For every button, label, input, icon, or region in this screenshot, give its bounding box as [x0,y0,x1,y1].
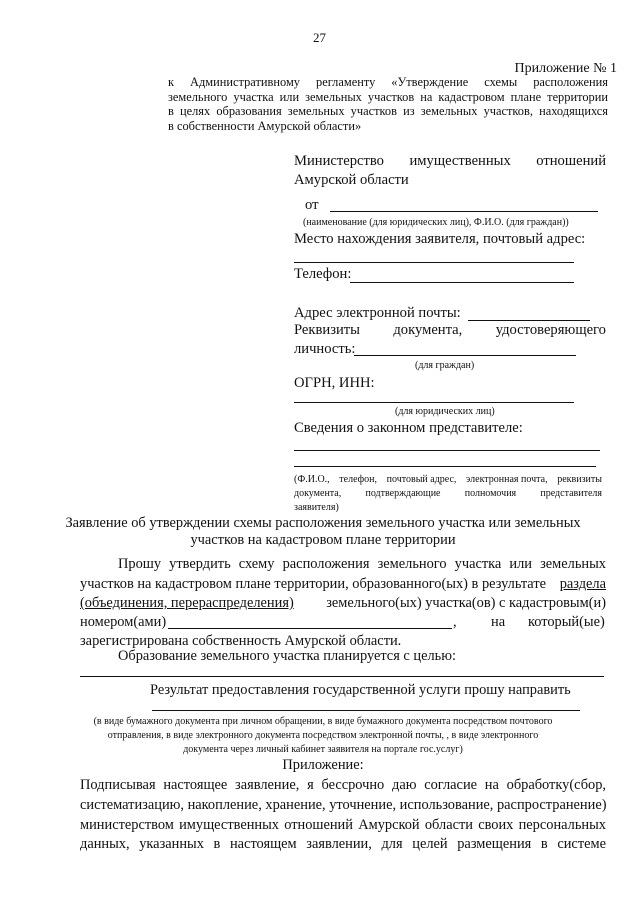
identity-label: личность: [294,341,356,357]
identity-field-line[interactable] [354,355,576,356]
ogrn-field-line[interactable] [294,402,574,403]
ogrn-label: ОГРН, ИНН: [294,375,375,391]
application-title-line-1: Заявление об утверждении схемы расположения земельного участка или земельных [65,515,581,531]
purpose-field-line[interactable] [80,676,604,677]
delivery-hint-line-3: документа через личный кабинет заявителя на портале гос.услуг) [183,744,463,755]
email-field-line[interactable] [468,320,590,321]
phone-field-line[interactable] [350,282,574,283]
addressee-line-2: Амурской области [294,172,409,188]
result-delivery-label: Результат предоставления государственной услуги прошу направить [150,682,571,698]
annex-reference [168,75,608,133]
comma: , [453,614,457,630]
page-number: 27 [313,30,326,45]
consent-line-2: систематизацию, накопление, хранение, уточнение, использование, распространение) [80,797,607,813]
consent-line-4: данных, указанных в настоящем заявлении, для целей размещения в системе [80,836,606,852]
cadastral-number-field-line[interactable] [168,628,452,629]
annex-line: к Административному регламенту «Утверждение схемы расположения [168,75,608,89]
citizens-hint: (для граждан) [415,360,475,371]
annex-line: земельного участка или земельных участков на кадастровом плане территории [168,89,608,104]
paragraph-1-line-2: участков на кадастровом плане территории, образованного(ых) в результате раздела [80,576,606,592]
consent-line-3: министерством имущественных отношений Амурской области своих персональных [80,817,606,833]
requisites-line: Реквизиты документа, удостоверяющего [294,322,606,338]
delivery-hint-line-2: отправления, в виде электронного документа посредством электронной почты, , в виде электронного [107,730,539,741]
word-kotoryi: который(ые) [528,614,605,630]
location-field-line[interactable] [294,262,574,263]
email-label: Адрес электронной почты: [294,305,461,321]
paragraph-1-line-3: (объединения, перераспределения) земельного(ых) участка(ов) с кадастровым(и) [80,595,606,611]
paragraph-1-line-1: Прошу утвердить схему расположения земельного участка или земельных [118,556,606,572]
addressee-line-1: Министерство имущественных отношений [294,153,606,169]
attachment-heading: Приложение: [282,757,364,773]
annex-line: в собственности Амурской области» [168,118,362,133]
rep-hint-line-2: документа, подтверждающие полномочия представителя [294,488,602,499]
annex-line: в целях образования земельных участков из земельных участков, находящихся [168,104,608,119]
phone-label: Телефон: [294,266,352,282]
from-hint: (наименование (для юридических лиц), Ф.И.О. (для граждан)) [303,217,569,228]
from-field-line[interactable] [330,211,598,212]
representative-field-line-1[interactable] [294,450,600,451]
word-na: на [491,614,506,630]
legal-hint: (для юридических лиц) [395,406,495,417]
consent-line-1: Подписывая настоящее заявление, я бессрочно даю согласие на обработку(сбор, [80,777,606,793]
application-title-line-2: участков на кадастровом плане территории [190,532,456,548]
result-delivery-field-line[interactable] [152,710,580,711]
delivery-hint-line-1: (в виде бумажного документа при личном обращении, в виде бумажного документа посредством почтового [93,716,553,727]
representative-field-line-2[interactable] [294,466,596,467]
purpose-label: Образование земельного участка планируется с целью: [118,648,456,664]
from-label: от [305,197,319,213]
cadastral-number-label: номером(ами) [80,614,167,630]
annex-title: Приложение № 1 [514,61,617,76]
rep-hint-line-1: (Ф.И.О., телефон, почтовый адрес, электронная почта, реквизиты [294,474,602,485]
rep-hint-line-3: заявителя) [294,502,339,513]
representative-label: Сведения о законном представителе: [294,420,523,436]
location-label: Место нахождения заявителя, почтовый адрес: [294,231,586,247]
paragraph-1-line-5: зарегистрирована собственность Амурской области. [80,633,402,649]
